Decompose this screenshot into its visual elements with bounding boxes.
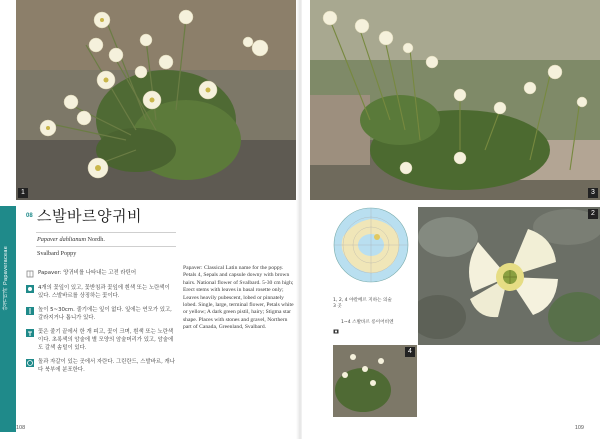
photo-4: [333, 345, 417, 417]
korean-item-features: [26, 284, 176, 300]
page-number-right: 109: [574, 425, 584, 431]
english-description: Papaver: Classical Latin name for the poppy. Petals 4, Sepals and capsule downy with brown hairs. National flower of Svalbard. 5-30 cm high; Erect stems with leaves in basal rosette only; Leaves heavily pubescent, lobed or pinnately lobed. Single, large, terminal flower, Petals white or yellow; A dark green pistil, hairy; Stigma star shape. Places with stones and gravel, Northern part of Canada, Greenland, Svalbard.: [183, 265, 294, 331]
photo-number-3: 3: [588, 188, 598, 198]
korean-description-list: [26, 269, 176, 380]
globe-icon: [26, 359, 34, 367]
camera-icon: [333, 319, 339, 325]
common-name: Svalbard Poppy: [37, 250, 77, 257]
photo-2: [418, 207, 600, 345]
photo-number-1: 1: [18, 188, 28, 198]
right-page: [302, 0, 600, 439]
flower-icon: [26, 285, 34, 293]
scientific-name: [37, 236, 105, 243]
book-icon: [26, 270, 34, 278]
family-tab-label: 양귀비과 Papaveraceae: [3, 245, 9, 310]
map-caption: 1, 2, 4 야칼베르 지하는 의술 3 곳: [333, 298, 392, 310]
photo-number-2: 2: [588, 209, 598, 219]
stem-icon: [26, 329, 34, 337]
photo-3: [310, 0, 600, 200]
ruler-icon: [26, 307, 34, 315]
korean-item-etymology: [26, 269, 176, 278]
korean-text-1: Papaver: 양귀비를 나타내는 고전 라틴어: [38, 270, 137, 276]
page-number-left: 108: [16, 425, 26, 431]
korean-text-2: 4개의 꽃잎이 있고, 꽃받침과 꽃잎에 흰색 또는 노란색이 있다. 스발바르를 상징하는 꽃이다.: [38, 285, 170, 299]
korean-text-3: 높이 5~30cm. 줄기에는 잎이 없다. 잎에는 연모가 있고, 갈라지거나 톱니가 있다.: [38, 307, 172, 321]
korean-text-4: 꽃은 줄기 끝에서 한 개 피고, 꽃이 크며, 흰색 또는 노란색이다. 초록색의 암술에 별 모양의 암술머리가 있고, 암술에도 갈색 솜털이 있다.: [38, 329, 174, 351]
korean-item-flower: [26, 328, 176, 352]
name-divider: [36, 246, 176, 247]
scientific-name-author: Nordh.: [87, 236, 105, 243]
photo-1: [16, 0, 296, 200]
species-title: 스발바르양귀비: [37, 207, 142, 225]
photo-number-4: 4: [405, 347, 415, 357]
entry-number: 08: [26, 213, 33, 219]
left-page: [0, 0, 298, 439]
korean-item-size: [26, 306, 176, 322]
distribution-map: [333, 207, 409, 283]
korean-text-5: 돌과 자갈이 있는 곳에서 자란다. 그린란드, 스발바르, 캐나다 북부에 분포한다.: [38, 359, 175, 373]
korean-item-habitat: [26, 358, 176, 374]
title-divider: [36, 232, 176, 233]
scientific-name-genus-species: Papaver dahlianum: [37, 236, 86, 243]
camera-caption: 1~4 스발바르 롱이어비엔: [341, 320, 394, 325]
